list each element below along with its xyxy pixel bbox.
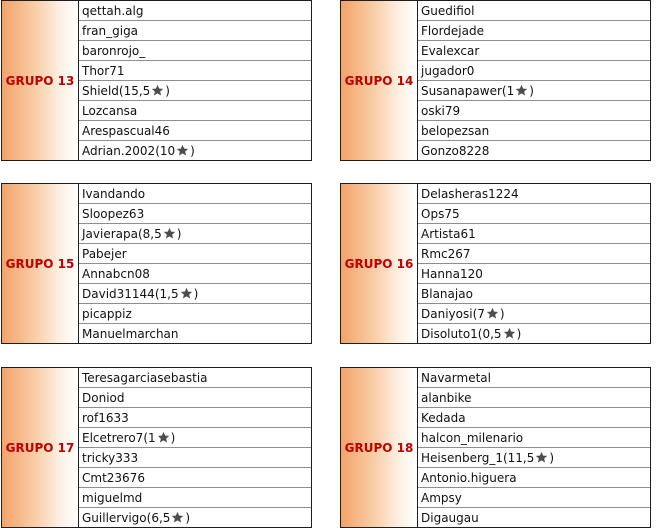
points-open-paren: ( (118, 83, 124, 98)
player-name: Ampsy (421, 490, 462, 505)
points-value: 1 (506, 83, 515, 98)
star-icon (176, 144, 189, 157)
player-row (79, 224, 311, 244)
player-row (418, 101, 650, 121)
star-icon (180, 287, 193, 300)
player-row (418, 488, 650, 508)
player-name: tricky333 (82, 450, 139, 465)
group-table (340, 183, 651, 344)
player-name: Guillervigo (82, 510, 147, 525)
player-name: miguelmd (82, 490, 143, 505)
player-name: Ops75 (421, 206, 460, 221)
group-title: GRUPO 15 (5, 256, 75, 271)
group-title: GRUPO 17 (5, 440, 75, 455)
player-name: Antonio.higuera (421, 470, 517, 485)
player-points (155, 287, 198, 301)
points-open-paren: ( (146, 510, 152, 525)
player-points (473, 307, 505, 321)
player-list (79, 1, 311, 160)
group-table (1, 0, 312, 161)
star-icon (503, 327, 516, 340)
player-row (418, 368, 650, 388)
player-row (79, 101, 311, 121)
star-icon (171, 511, 184, 524)
group-label-cell (2, 1, 79, 160)
player-row (79, 244, 311, 264)
group-title: GRUPO 14 (344, 73, 414, 88)
points-open-paren: ( (477, 326, 483, 341)
points-close-paren: ) (529, 83, 534, 98)
player-row (79, 141, 311, 160)
player-name: Cmt23676 (82, 470, 145, 485)
points-value: 10 (159, 143, 176, 158)
player-row (79, 284, 311, 304)
player-row (79, 81, 311, 101)
player-name: Teresagarciasebastia (82, 370, 208, 385)
points-value: 0,5 (482, 326, 502, 341)
player-name: belopezsan (421, 123, 490, 138)
group-table (1, 367, 312, 528)
star-icon (151, 84, 164, 97)
player-name: Rmc267 (421, 246, 471, 261)
player-row (418, 141, 650, 160)
group-title: GRUPO 18 (344, 440, 414, 455)
player-list (79, 184, 311, 343)
player-name: Evalexcar (421, 43, 480, 58)
points-value: 7 (477, 306, 485, 321)
points-close-paren: ) (193, 286, 199, 301)
player-list (79, 368, 311, 527)
player-name: Disoluto1 (421, 326, 478, 341)
player-row (79, 204, 311, 224)
group-label-cell (2, 368, 79, 527)
player-points (143, 431, 175, 445)
player-name: Manuelmarchan (82, 326, 179, 341)
player-points (138, 227, 181, 241)
player-name: Sloopez63 (82, 206, 145, 221)
player-row (418, 41, 650, 61)
player-row (79, 448, 311, 468)
player-name: Flordejade (421, 23, 484, 38)
group-label-cell (341, 368, 418, 527)
player-points (147, 511, 190, 525)
player-name: Guedifiol (421, 3, 475, 18)
group-label-cell (341, 1, 418, 160)
star-icon (535, 451, 548, 464)
player-name: fran_giga (82, 23, 139, 38)
player-list (418, 184, 650, 343)
player-row (79, 508, 311, 527)
player-name: Navarmetal (421, 370, 491, 385)
player-name: alanbike (421, 390, 472, 405)
player-row (418, 324, 650, 343)
player-row (418, 224, 650, 244)
points-value: 11,5 (507, 450, 535, 465)
points-open-paren: ( (137, 226, 143, 241)
points-close-paren: ) (165, 83, 170, 98)
player-row (418, 121, 650, 141)
player-row (418, 81, 650, 101)
player-name: Pabejer (82, 246, 127, 261)
player-name: Gonzo8228 (421, 143, 490, 158)
player-name: halcon_milenario (421, 430, 524, 445)
player-row (79, 21, 311, 41)
player-row (418, 388, 650, 408)
player-name: Shield (82, 83, 119, 98)
group-title: GRUPO 13 (5, 73, 75, 88)
points-open-paren: ( (155, 143, 160, 158)
player-row (79, 264, 311, 284)
player-name: Thor71 (82, 63, 125, 78)
group-label-cell (2, 184, 79, 343)
points-value: 1 (148, 430, 156, 445)
player-name: Susanapawer (421, 83, 502, 98)
player-name: baronrojo_ (82, 43, 146, 58)
player-row (79, 368, 311, 388)
player-row (418, 21, 650, 41)
star-icon (163, 227, 176, 240)
player-row (79, 304, 311, 324)
points-open-paren: ( (501, 83, 507, 98)
points-value: 8,5 (142, 226, 162, 241)
player-row (418, 284, 650, 304)
player-list (418, 368, 650, 527)
player-name: picappiz (82, 306, 132, 321)
points-value: 15,5 (123, 83, 151, 98)
player-name: rof1633 (82, 410, 129, 425)
player-name: Blanajao (421, 286, 473, 301)
group-title: GRUPO 16 (344, 256, 414, 271)
player-name: Hanna120 (421, 266, 483, 281)
points-close-paren: ) (176, 226, 182, 241)
points-close-paren: ) (190, 143, 195, 158)
points-open-paren: ( (143, 430, 148, 445)
player-row (418, 448, 650, 468)
player-row (79, 388, 311, 408)
player-row (418, 244, 650, 264)
points-close-paren: ) (185, 510, 191, 525)
star-icon (157, 431, 170, 444)
player-points (155, 144, 195, 158)
points-value: 6,5 (151, 510, 171, 525)
player-row (418, 204, 650, 224)
player-row (418, 304, 650, 324)
player-row (418, 408, 650, 428)
player-row (418, 61, 650, 81)
player-row (79, 428, 311, 448)
group-table (340, 367, 651, 528)
player-row (418, 428, 650, 448)
player-row (418, 508, 650, 527)
player-row (418, 1, 650, 21)
points-close-paren: ) (516, 326, 522, 341)
player-name: Lozcansa (82, 103, 138, 118)
points-close-paren: ) (549, 450, 555, 465)
player-name: Digaugau (421, 510, 479, 525)
player-name: Ivandando (82, 186, 146, 201)
points-close-paren: ) (170, 430, 176, 445)
player-row (79, 1, 311, 21)
star-icon (486, 307, 499, 320)
player-name: jugador0 (421, 63, 475, 78)
points-value: 1,5 (159, 286, 179, 301)
player-name: Arespascual46 (82, 123, 170, 138)
player-row (79, 468, 311, 488)
group-table (1, 183, 312, 344)
player-row (418, 184, 650, 204)
player-name: Heisenberg_1 (421, 450, 503, 465)
player-points (478, 327, 521, 341)
player-name: Annabcn08 (82, 266, 150, 281)
points-open-paren: ( (154, 286, 160, 301)
star-icon (515, 84, 528, 97)
player-row (79, 324, 311, 343)
player-points (119, 84, 170, 98)
player-name: Daniyosi (421, 306, 473, 321)
points-open-paren: ( (472, 306, 478, 321)
player-row (79, 408, 311, 428)
player-name: David31144 (82, 286, 155, 301)
player-name: Adrian.2002 (82, 143, 156, 158)
player-row (418, 468, 650, 488)
player-points (502, 84, 534, 98)
player-name: oski79 (421, 103, 461, 118)
player-row (79, 61, 311, 81)
player-name: Elcetrero7 (82, 430, 144, 445)
player-name: Doniod (82, 390, 125, 405)
player-name: Artista61 (421, 226, 476, 241)
group-table (340, 0, 651, 161)
player-row (79, 184, 311, 204)
player-row (79, 41, 311, 61)
player-name: Delasheras1224 (421, 186, 519, 201)
points-open-paren: ( (502, 450, 508, 465)
points-close-paren: ) (499, 306, 505, 321)
player-name: Javierapa (82, 226, 138, 241)
player-list (418, 1, 650, 160)
player-name: Kedada (421, 410, 466, 425)
player-points (503, 451, 554, 465)
player-row (79, 121, 311, 141)
group-label-cell (341, 184, 418, 343)
player-row (418, 264, 650, 284)
player-name: qettah.alg (82, 3, 144, 18)
player-row (79, 488, 311, 508)
